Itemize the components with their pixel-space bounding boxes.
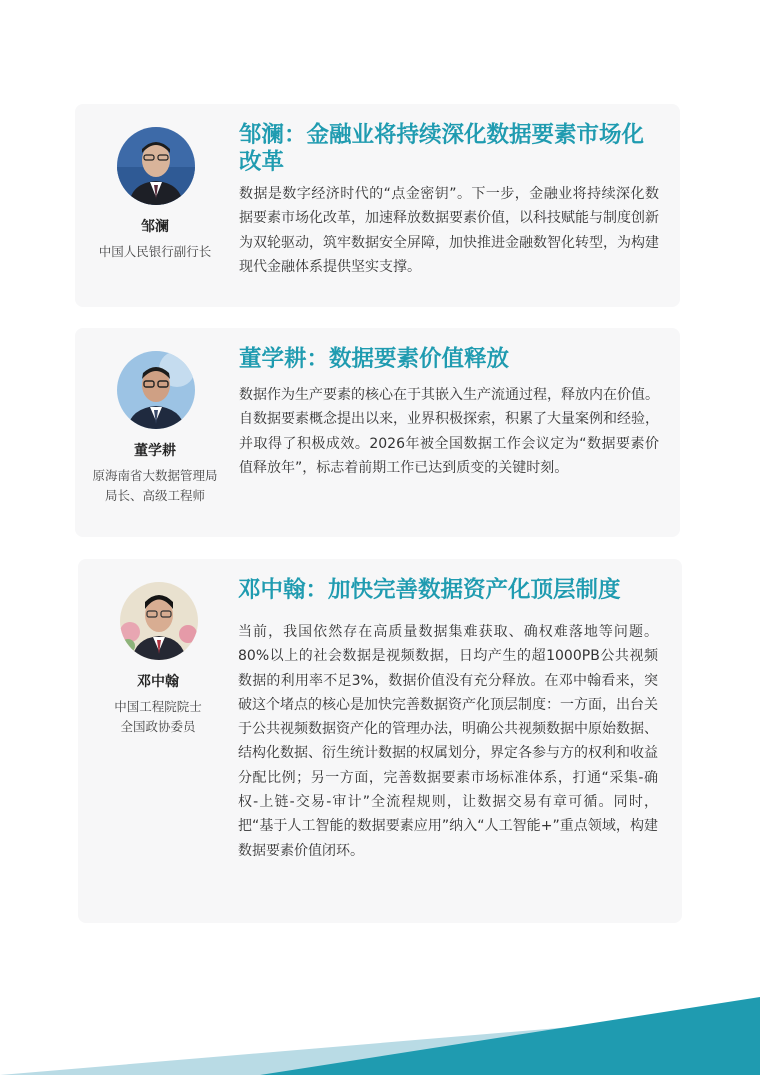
person-title-line: 全国政协委员	[120, 719, 196, 734]
profile-card	[75, 104, 680, 307]
avatar	[117, 127, 195, 205]
quote-headline: 邓中翰：加快完善数据资产化顶层制度	[238, 577, 621, 603]
person-title-line: 局长、高级工程师	[104, 488, 205, 503]
footer-decoration	[0, 995, 760, 1075]
portrait-photo	[120, 582, 198, 660]
person-name: 董学耕	[134, 443, 176, 459]
person-title	[75, 466, 235, 506]
quote-body: 数据是数字经济时代的“点金密钥”。下一步，金融业将持续深化数据要素市场化改革，加速释放数据要素价值，以科技赋能与制度创新为双轮驱动，筑牢数据安全屏障，加快推进金融数智化转型，为构建现代金融体系提供坚实支撑。	[239, 186, 659, 275]
quote-headline: 邹澜：金融业将持续深化数据要素市场化改革	[239, 122, 645, 175]
profile-card	[75, 328, 680, 537]
person-title-line: 中国人民银行副行长	[98, 244, 212, 259]
person-title-line: 原海南省大数据管理局	[92, 468, 218, 483]
quote-body: 数据作为生产要素的核心在于其嵌入生产流通过程，释放内在价值。自数据要素概念提出以来，业界积极探索，积累了大量案例和经验，并取得了积极成效。2026年被全国数据工作会议定为“数据要素价值释放年”，标志着前期工作已达到质变的关键时刻。	[239, 387, 659, 476]
person-title	[75, 242, 235, 262]
portrait-photo	[117, 351, 195, 429]
quote-body: 当前，我国依然存在高质量数据集难获取、确权难落地等问题。80%以上的社会数据是视频数据，日均产生的超1000PB公共视频数据的利用率不足3%，数据价值没有充分释放。在邓中翰看来，突破这个堵点的核心是加快完善数据资产化顶层制度：一方面，出台关于公共视频数据资产化的管理办法，明确公共视频数据中原始数据、结构化数据、衍生统计数据的权属划分，界定各参与方的权利和收益分配比例；另一方面，完善数据要素市场标准体系，打通“采集-确权-上链-交易-审计”全流程规则，让数据交易有章可循。同时，把“基于人工智能的数据要素应用”纳入“人工智能+”重点领域，构建数据要素价值闭环。	[238, 624, 658, 859]
avatar	[120, 582, 198, 660]
portrait-photo	[117, 127, 195, 205]
profile-card	[78, 559, 682, 923]
person-title	[78, 697, 238, 737]
person-name: 邓中翰	[137, 674, 179, 690]
person-name: 邹澜	[141, 219, 169, 235]
person-title-line: 中国工程院院士	[114, 699, 202, 714]
footer-stripe-dark	[260, 997, 760, 1075]
avatar	[117, 351, 195, 429]
quote-headline: 董学耕：数据要素价值释放	[239, 346, 510, 372]
